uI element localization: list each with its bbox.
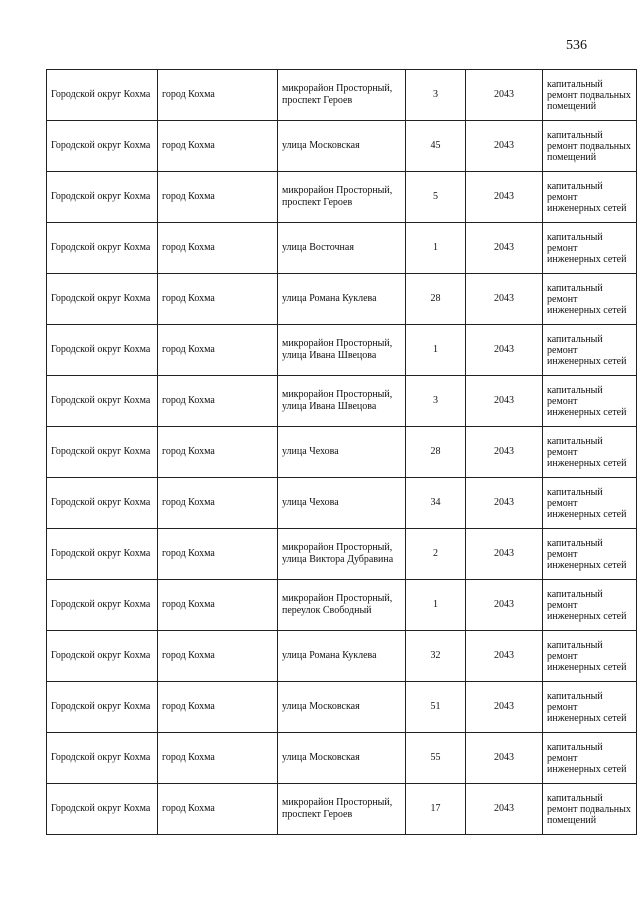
work-type-cell: капитальный ремонт инженерных сетей xyxy=(543,223,637,274)
work-type-cell: капитальный ремонт инженерных сетей xyxy=(543,733,637,784)
repair-year-cell: 2043 xyxy=(466,529,543,580)
municipal-district-cell: Городской округ Кохма xyxy=(47,682,158,733)
work-type-cell: капитальный ремонт инженерных сетей xyxy=(543,529,637,580)
settlement-cell: город Кохма xyxy=(158,274,278,325)
work-type-cell: капитальный ремонт инженерных сетей xyxy=(543,325,637,376)
repair-year-cell: 2043 xyxy=(466,682,543,733)
street-cell: улица Чехова xyxy=(278,427,406,478)
house-number-cell: 51 xyxy=(406,682,466,733)
table-body xyxy=(47,70,637,835)
repair-year-cell: 2043 xyxy=(466,172,543,223)
settlement-cell: город Кохма xyxy=(158,784,278,835)
work-type-cell: капитальный ремонт подвальных помещений xyxy=(543,70,637,121)
settlement-cell: город Кохма xyxy=(158,172,278,223)
repair-year-cell: 2043 xyxy=(466,784,543,835)
house-number-cell: 1 xyxy=(406,580,466,631)
house-number-cell: 55 xyxy=(406,733,466,784)
street-cell: улица Московская xyxy=(278,682,406,733)
municipal-district-cell: Городской округ Кохма xyxy=(47,376,158,427)
work-type-cell: капитальный ремонт инженерных сетей xyxy=(543,274,637,325)
table-row xyxy=(47,478,637,529)
settlement-cell: город Кохма xyxy=(158,427,278,478)
table-row xyxy=(47,733,637,784)
page-number: 536 xyxy=(566,38,587,53)
repair-year-cell: 2043 xyxy=(466,121,543,172)
work-type-cell: капитальный ремонт инженерных сетей xyxy=(543,478,637,529)
repair-year-cell: 2043 xyxy=(466,478,543,529)
street-cell: микрорайон Просторный, переулок Свободный xyxy=(278,580,406,631)
work-type-cell: капитальный ремонт инженерных сетей xyxy=(543,172,637,223)
settlement-cell: город Кохма xyxy=(158,682,278,733)
house-number-cell: 32 xyxy=(406,631,466,682)
settlement-cell: город Кохма xyxy=(158,478,278,529)
repair-year-cell: 2043 xyxy=(466,274,543,325)
street-cell: улица Московская xyxy=(278,121,406,172)
settlement-cell: город Кохма xyxy=(158,223,278,274)
house-number-cell: 5 xyxy=(406,172,466,223)
repair-year-cell: 2043 xyxy=(466,325,543,376)
municipal-district-cell: Городской округ Кохма xyxy=(47,784,158,835)
repair-year-cell: 2043 xyxy=(466,70,543,121)
table-row xyxy=(47,682,637,733)
street-cell: микрорайон Просторный, улица Виктора Дубравина xyxy=(278,529,406,580)
repair-year-cell: 2043 xyxy=(466,376,543,427)
house-number-cell: 28 xyxy=(406,427,466,478)
work-type-cell: капитальный ремонт подвальных помещений xyxy=(543,121,637,172)
settlement-cell: город Кохма xyxy=(158,733,278,784)
municipal-district-cell: Городской округ Кохма xyxy=(47,478,158,529)
settlement-cell: город Кохма xyxy=(158,580,278,631)
settlement-cell: город Кохма xyxy=(158,631,278,682)
house-number-cell: 1 xyxy=(406,325,466,376)
street-cell: улица Московская xyxy=(278,733,406,784)
repair-schedule-table xyxy=(46,69,637,835)
street-cell: микрорайон Просторный, проспект Героев xyxy=(278,172,406,223)
work-type-cell: капитальный ремонт инженерных сетей xyxy=(543,631,637,682)
house-number-cell: 2 xyxy=(406,529,466,580)
repair-year-cell: 2043 xyxy=(466,427,543,478)
street-cell: микрорайон Просторный, проспект Героев xyxy=(278,784,406,835)
repair-year-cell: 2043 xyxy=(466,733,543,784)
street-cell: микрорайон Просторный, улица Ивана Швецова xyxy=(278,376,406,427)
municipal-district-cell: Городской округ Кохма xyxy=(47,70,158,121)
table-row xyxy=(47,223,637,274)
house-number-cell: 3 xyxy=(406,376,466,427)
municipal-district-cell: Городской округ Кохма xyxy=(47,580,158,631)
house-number-cell: 3 xyxy=(406,70,466,121)
table-row xyxy=(47,529,637,580)
repair-year-cell: 2043 xyxy=(466,580,543,631)
municipal-district-cell: Городской округ Кохма xyxy=(47,733,158,784)
repair-year-cell: 2043 xyxy=(466,631,543,682)
table-row xyxy=(47,580,637,631)
work-type-cell: капитальный ремонт инженерных сетей xyxy=(543,376,637,427)
table-row xyxy=(47,376,637,427)
municipal-district-cell: Городской округ Кохма xyxy=(47,529,158,580)
municipal-district-cell: Городской округ Кохма xyxy=(47,274,158,325)
settlement-cell: город Кохма xyxy=(158,121,278,172)
table-row xyxy=(47,70,637,121)
table-row xyxy=(47,427,637,478)
table-row xyxy=(47,274,637,325)
work-type-cell: капитальный ремонт инженерных сетей xyxy=(543,682,637,733)
settlement-cell: город Кохма xyxy=(158,376,278,427)
street-cell: улица Восточная xyxy=(278,223,406,274)
settlement-cell: город Кохма xyxy=(158,529,278,580)
house-number-cell: 28 xyxy=(406,274,466,325)
house-number-cell: 1 xyxy=(406,223,466,274)
street-cell: микрорайон Просторный, проспект Героев xyxy=(278,70,406,121)
table-row xyxy=(47,784,637,835)
table-row xyxy=(47,325,637,376)
street-cell: улица Романа Куклева xyxy=(278,274,406,325)
repair-year-cell: 2043 xyxy=(466,223,543,274)
house-number-cell: 34 xyxy=(406,478,466,529)
work-type-cell: капитальный ремонт инженерных сетей xyxy=(543,580,637,631)
municipal-district-cell: Городской округ Кохма xyxy=(47,325,158,376)
municipal-district-cell: Городской округ Кохма xyxy=(47,223,158,274)
municipal-district-cell: Городской округ Кохма xyxy=(47,427,158,478)
table-row xyxy=(47,121,637,172)
table-row xyxy=(47,172,637,223)
municipal-district-cell: Городской округ Кохма xyxy=(47,121,158,172)
street-cell: улица Романа Куклева xyxy=(278,631,406,682)
street-cell: улица Чехова xyxy=(278,478,406,529)
work-type-cell: капитальный ремонт подвальных помещений xyxy=(543,784,637,835)
table-row xyxy=(47,631,637,682)
settlement-cell: город Кохма xyxy=(158,325,278,376)
settlement-cell: город Кохма xyxy=(158,70,278,121)
street-cell: микрорайон Просторный, улица Ивана Швецова xyxy=(278,325,406,376)
work-type-cell: капитальный ремонт инженерных сетей xyxy=(543,427,637,478)
municipal-district-cell: Городской округ Кохма xyxy=(47,631,158,682)
municipal-district-cell: Городской округ Кохма xyxy=(47,172,158,223)
house-number-cell: 17 xyxy=(406,784,466,835)
house-number-cell: 45 xyxy=(406,121,466,172)
